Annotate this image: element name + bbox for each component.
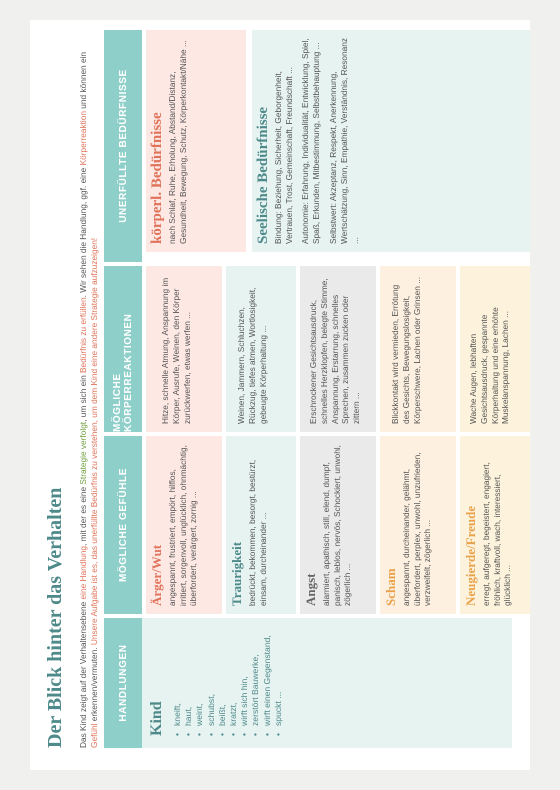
reaction-box-joy [460,266,530,432]
reaction-text: Wache Augen, lebhaften Gesichtsausdruck, gespannte Körperhaltung und eine erhöhte Muskelanspannung, Lachen ... [468,307,511,424]
feeling-text: angespannt, durcheinander, gelähmt, überfordert, perplex, unwohl, unzufrieden, verzweifelt, zögerlich ... [400,452,433,606]
intro-highlight-feeling: Gefühl [89,723,99,748]
feeling-title: Neugierde/Freude [463,505,478,606]
intro-part: Das Kind zeigt auf der Verhaltensebene [78,599,88,748]
feeling-text: alarmiert, apathisch, still, elend, dumpf, panisch, leblos, nervös, Schockiert, unwohl, zögerlich ... [320,445,353,606]
list-item: • zerstört Bauwerke, [250,635,261,736]
list-item: • spuckt ... [273,635,284,736]
feeling-title: Ärger/Wut [149,544,164,606]
intro-part: , mit der es eine [78,484,88,546]
list-item: • weint, [194,635,205,736]
need-text-bindung: Bindung: Beziehung, Sicherheit, Geborgenheit, Vertrauen, Trost, Gemeinschaft, Freundschaft ... [272,66,294,244]
reaction-box-anger [146,266,222,432]
reaction-text: Weinen, Jammern, Schluchzen, Rückzug, tiefes atmen, Wortlosigkeit, gebeugte Körperhaltung ... [236,287,268,424]
feeling-box-joy [460,436,530,614]
need-box-body [146,30,246,252]
feeling-text: angespannt, frustriert, empört, hilflos, irritiert, sorgenvoll, unglücklich, ohnmächtig, überfordert, verärgert, zornig ... [166,445,199,606]
need-text-body: nach Schlaf, Ruhe, Erholung, Abstand/Distanz, Gesundheit, Bewegung, Schutz, Körperkontakt/Nähe ... [166,40,188,244]
header-beduerfnisse: UNERFÜLLTE BEDÜRFNISSE [104,30,142,262]
kind-actions-list [172,635,284,736]
feeling-title: Angst [303,573,318,606]
reaction-text: Hitze, schnelle Atmung, Anspannung im Körper, Ausrufe, Weinen, den Körper zurückwerfen, etwas werfen ... [160,277,192,424]
feeling-text: erregt, aufgeregt, begeistert, engagiert, fröhlich, kraftvoll, wach, interessiert, glücklich ... [480,462,513,606]
list-item: • beißt, [217,635,228,736]
header-koerperreaktionen: MÖGLICHE KÖRPERREAKTIONEN [104,266,142,432]
list-item: • kratzt, [228,635,239,736]
intro-part: erkennen/vermuten. [89,645,99,724]
list-item: • schubst, [206,635,217,736]
page [30,20,530,770]
intro-part: , um sich ein [78,372,88,422]
intro-part: . Wir sehen die Handlung, ggf. eine [78,165,88,298]
feeling-box-anger [146,436,222,614]
feeling-title: Scham [383,568,398,606]
reaction-text: Erschrockener Gesichtsausdruck, schnelles Herzklopfen, belegte Stimme, Anspannung, Erstarrung, schnelles Sprechen, zusammen zucken oder zittern ... [308,278,362,424]
rotated-infographic [30,20,530,770]
reaction-box-shame [380,266,456,432]
need-text-selbstwert: Selbstwert: Akzeptanz, Respekt, Anerkennung, Wertschätzung, Sinn, Empathie, Verständnis, Resonanz ... [327,38,360,244]
list-item: • haut, [183,635,194,736]
header-gefuehle: MÖGLICHE GEFÜHLE [104,436,142,614]
intro-text [78,48,100,748]
feeling-box-shame [380,436,456,614]
reaction-text: Blickkontakt wird vermieden, Errötung des Gesichts, Bewegungslosigkeit, Körperschwere, Lachen oder Grinsen ... [390,276,422,424]
intro-task: Unsere Aufgabe ist es, das unerfüllte Bedürfnis zu verstehen, um dem Kind eine andere Strategie aufzuzeigen! [89,237,99,646]
feeling-box-fear [300,436,376,614]
need-box-soul [252,30,530,252]
list-item: • kneift, [172,635,183,736]
feeling-title: Traurigkeit [229,541,244,606]
reaction-box-fear [300,266,376,432]
need-title-body: körperl. Bedürfnisse [149,112,165,244]
kind-title: Kind [148,701,165,736]
header-handlungen: HANDLUNGEN [104,618,142,748]
intro-part: und können ein [78,51,88,111]
intro-highlight-need: Bedürfnis zu erfüllen [78,297,88,373]
feeling-box-sadness [226,436,296,614]
intro-highlight-action: eine Handlung [78,545,88,600]
list-item: • wirft sich hin, [239,635,250,736]
intro-highlight-strategy: Strategie verfolgt [78,421,88,485]
page-title: Der Blick hinter das Verhalten [44,487,66,748]
need-title-soul: Seelische Bedürfnisse [255,106,271,244]
feeling-text: bedrückt, bekommen, besorgt, bestürzt, einsam, durcheinander ... [246,459,268,606]
list-item: • wirft einen Gegenstand, [262,635,273,736]
reaction-box-sadness [226,266,296,432]
need-text-autonomie: Autonomie: Erfahrung, Individualität, Entwicklung, Spiel, Spaß, Erkunden, Mitbestimmung, Selbstbehauptung ... [300,38,322,244]
intro-highlight-reaction: Körperreaktion [78,111,88,166]
